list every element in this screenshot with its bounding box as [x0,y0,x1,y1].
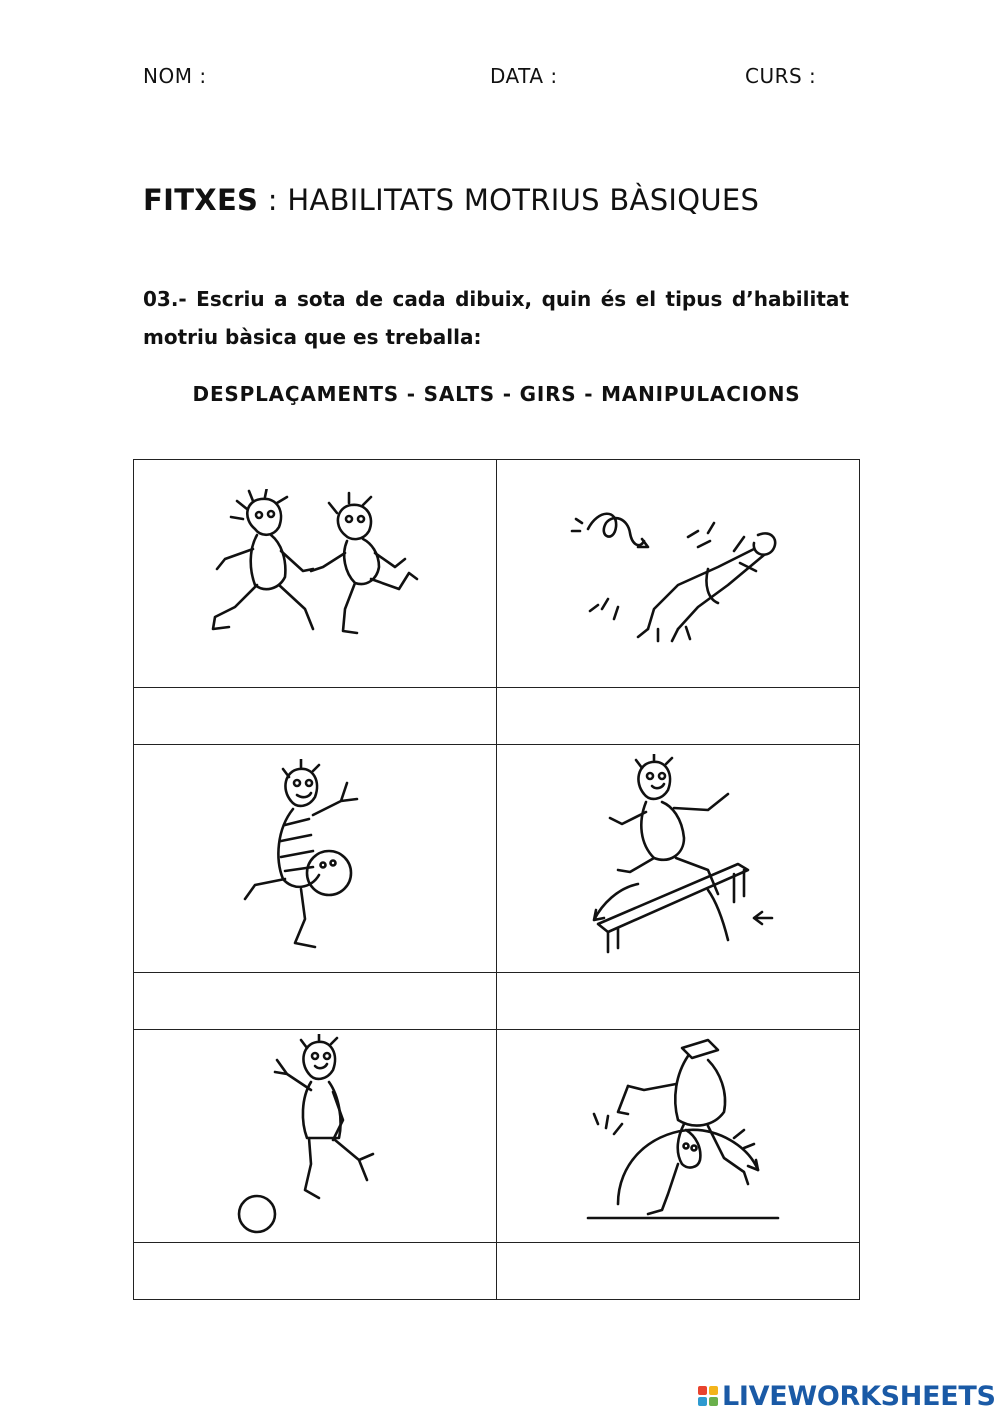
answer-cell-1[interactable] [134,688,497,745]
date-label: DATA : [490,64,558,88]
answer-input-1[interactable] [134,688,496,744]
logo-square-3 [698,1397,707,1406]
options-line: DESPLAÇAMENTS - SALTS - GIRS - MANIPULACIONS [192,382,801,406]
cartwheel-icon [558,1034,798,1239]
forward-roll-icon [558,489,798,659]
drawing-cell-5 [134,1030,497,1243]
brand-text: LIVEWORKSHEETS [722,1380,996,1412]
drawing-cell-1 [134,460,497,688]
bowling-child-icon [215,759,415,959]
answer-input-4[interactable] [497,973,859,1029]
logo-square-1 [698,1386,707,1395]
worksheet-grid [133,459,860,1300]
answer-cell-6[interactable] [497,1243,860,1300]
answer-input-6[interactable] [497,1243,859,1299]
answer-input-5[interactable] [134,1243,496,1299]
drawing-cell-6 [497,1030,860,1243]
logo-square-2 [709,1386,718,1395]
answer-input-2[interactable] [497,688,859,744]
drawing-cell-2 [497,460,860,688]
kicking-ball-icon [215,1034,415,1239]
running-children-icon [195,489,435,659]
instruction-text: 03.- Escriu a sota de cada dibuix, quin és el tipus d’habilitat motriu bàsica que es treballa: [143,287,849,349]
drawing-cell-4 [497,745,860,973]
answer-cell-5[interactable] [134,1243,497,1300]
brand-watermark [698,1378,996,1414]
title-bold: FITXES [143,183,259,217]
name-label: NOM : [143,64,207,88]
answer-cell-3[interactable] [134,973,497,1030]
drawing-cell-3 [134,745,497,973]
course-label: CURS : [745,64,817,88]
answer-cell-2[interactable] [497,688,860,745]
answer-cell-4[interactable] [497,973,860,1030]
answer-input-3[interactable] [134,973,496,1029]
jumping-bench-icon [558,754,798,964]
page-title [143,183,759,217]
title-rest: : HABILITATS MOTRIUS BÀSIQUES [258,183,760,217]
brand-logo-icon [698,1386,718,1406]
logo-square-4 [709,1397,718,1406]
